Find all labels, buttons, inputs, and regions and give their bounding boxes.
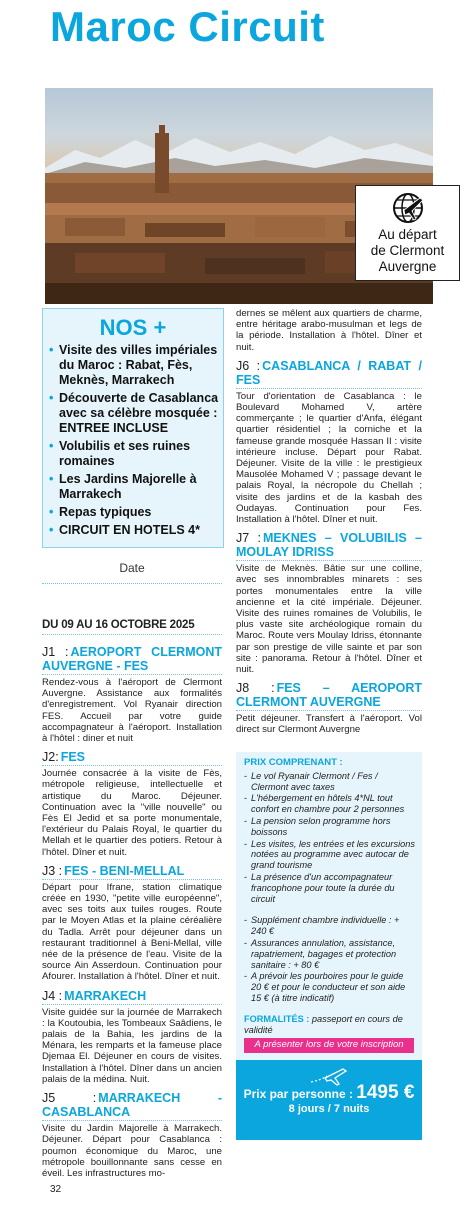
list-item: - La présence d'un accompagnateur francophone pour toute la durée du circuit xyxy=(244,872,416,904)
nos-plus-list xyxy=(43,343,223,538)
price-per-person xyxy=(236,1082,422,1103)
day-text-j3: Départ pour Ifrane, station climatique créée en 1930, "petite ville européenne", avec ses toits aux tuiles rouges. Route par le Moyen Atlas et la plaine céréalière du Tadla. Arrêt pour déjeuner dans un restaurant traditionnel à Beni-Mellal, ville née de la présence de l'eau. Visite de la source Ain Asserdoun. Continuation pour Afourer. Installation à l'hôtel. Dîner et nuit. xyxy=(42,881,222,983)
divider xyxy=(42,634,222,635)
itinerary-column-2 xyxy=(236,306,422,741)
continued-text: dernes se mêlent aux quartiers de charme, entre héritage arabo-musulman et legs de la période. Installation à l'hôtel. Dîner et nuit. xyxy=(236,308,422,353)
badge-line-3: Auvergne xyxy=(378,259,437,274)
day-title: MARRAKECH xyxy=(64,988,147,1003)
day-number: J1 : xyxy=(42,645,69,659)
day-title: AEROPORT CLERMONT AUVERGNE - FES xyxy=(42,645,222,673)
list-item: - Supplément chambre individuelle : + 240 € xyxy=(244,915,416,937)
day-title: MEKNES – VOLUBILIS – MOULAY IDRISS xyxy=(236,531,422,560)
day-number: J7 : xyxy=(236,531,261,546)
badge-line-2: de Clermont xyxy=(370,243,445,258)
day-text-j8: Petit déjeuner. Transfert à l'aéroport. Vol direct sur Clermont Auvergne xyxy=(236,713,422,736)
page-title: Maroc Circuit xyxy=(50,3,325,50)
price-box xyxy=(236,752,422,1140)
formalites xyxy=(244,1014,414,1036)
list-item: • Les Jardins Majorelle à Marrakech xyxy=(49,472,219,502)
day-text-j5: Visite du Jardin Majorelle à Marrakech. Déjeuner. Départ pour Casablanca : poumon économique du Maroc, une métropole bouillonnante sans cesse en éveil. Les infrastructures mo- xyxy=(42,1123,222,1179)
list-item: - Assurances annulation, assistance, rapatriement, bagages et protection sanitaire : + 80 € xyxy=(244,938,416,970)
list-item: • Visite des villes impériales du Maroc : Rabat, Fès, Meknès, Marrakech xyxy=(49,343,219,388)
day-heading-j1 xyxy=(42,644,222,675)
date-label: Date xyxy=(119,561,145,575)
day-number: J8 : xyxy=(236,681,275,696)
day-number: J6 : xyxy=(236,358,261,373)
date-value: DU 09 AU 16 OCTOBRE 2025 xyxy=(42,619,195,631)
day-text-j7: Visite de Meknès. Bâtie sur une colline, avec ses innombrables minarets : ses portes monumentales entre la ville ancienne et la cité impériale. Déjeuner. Visite des ruines romaines de Volubilis, le plus vaste site archéologique romain du Maroc. Route vers Moulay Idriss, étonnante par son prestige de ville sainte et par son site : panorama. Retour à l'hôtel. Dîner et nuit. xyxy=(236,563,422,676)
list-item: • Découverte de Casablanca avec sa célèbre mosquée : ENTREE INCLUSE xyxy=(49,391,219,436)
formalites-label: FORMALITÉS : xyxy=(244,1013,310,1024)
formalites-text: passeport en cours de validité xyxy=(244,1013,403,1035)
duration: 8 jours / 7 nuits xyxy=(288,1102,370,1115)
day-heading-j3 xyxy=(42,863,222,880)
includes-list xyxy=(236,771,422,905)
divider xyxy=(42,583,222,584)
day-number: J3 : xyxy=(42,863,63,878)
day-text-j2: Journée consacrée à la visite de Fès, métropole religieuse, intellectuelle et artistique du Maroc. Déjeuner. Continuation avec la "ville nouvelle" ou Fès El Jedid et sa porte monumentale, l'extérieur du Palais Royal, le quartier du Mellah et le quartier des potiers. Retour à l'hôtel. Dîner et nuit. xyxy=(42,768,222,858)
day-title: CASABLANCA / RABAT / FES xyxy=(236,358,422,387)
nos-plus-heading: NOS + xyxy=(99,315,167,340)
day-heading-j8 xyxy=(236,680,422,711)
list-item: • Volubilis et ses ruines romaines xyxy=(49,439,219,469)
day-number: J2: xyxy=(42,750,59,765)
inscription-banner: A présenter lors de votre inscription xyxy=(244,1038,414,1053)
plane-icon xyxy=(309,1066,349,1086)
day-text-j6: Tour d'orientation de Casablanca : le Boulevard Mohamed V, artère commerçante ; le quartier d'Anfa, élégant quartier résidentiel ; la corniche et la fameuse grande mosquée Hassan II : visite intérieure incluse. Départ pour Rabat. Déjeuner. Visite de la ville : le prestigieux Mausolée Mohamed V ; passage devant le palais Royal, la nécropole du Chellah ; visite des jardins et de la kasbah des Oudayas. Continuation pour Fes. Installation à l'hôtel. Dîner et nuit. xyxy=(236,390,422,526)
day-title: MARRAKECH - CASABLANCA xyxy=(42,1091,222,1120)
list-item: • Repas typiques xyxy=(49,505,219,520)
list-item: - A prévoir les pourboires pour le guide 20 € et pour le conducteur et son aide 15 € (à titre indicatif) xyxy=(244,971,416,1003)
list-item: - La pension selon programme hors boissons xyxy=(244,816,416,838)
day-title: FES - BENI-MELLAL xyxy=(64,863,185,878)
day-heading-j2 xyxy=(42,749,222,766)
itinerary-column-1 xyxy=(42,644,222,1184)
atlas-mountains xyxy=(45,128,433,178)
badge-line-1: Au départ xyxy=(378,227,437,242)
list-item: - Les visites, les entrées et les excursions notées au programme avec autocar de grand tourisme xyxy=(244,839,416,871)
extras-list xyxy=(236,915,422,1003)
departure-badge xyxy=(355,185,460,281)
day-number: J4 : xyxy=(42,988,63,1003)
nos-plus-box xyxy=(42,308,224,548)
page-number: 32 xyxy=(50,1184,62,1195)
day-text-j4: Visite guidée sur la journée de Marrakech : la Koutoubia, les Tombeaux Saâdiens, le palais de la Bahia, les jardins de la Ménara, les remparts et la fameuse place Djemaa El. Déjeuner en cours de visites. Installation à l'hôtel. Dîner dans un ancien palais de la médina. Nuit. xyxy=(42,1006,222,1085)
day-title: FES xyxy=(60,750,85,765)
globe-plane-icon xyxy=(390,190,426,226)
day-heading-j4 xyxy=(42,988,222,1005)
price-value: 1495 € xyxy=(356,1082,415,1103)
list-item: - L'hébergement en hôtels 4*NL tout confort en chambre pour 2 personnes xyxy=(244,793,416,815)
list-item: • CIRCUIT EN HOTELS 4* xyxy=(49,523,219,538)
price-label: Prix par personne : xyxy=(243,1087,353,1101)
price-banner xyxy=(236,1060,422,1140)
day-text-j1: Rendez-vous à l'aéroport de Clermont Auvergne. Assistance aux formalités d'enregistrement. Vol Ryanair direction FES. Accueil par votre guide accompagnateur à l'aéroport. Installation à l'hôtel : diner et nuit xyxy=(42,677,222,745)
prix-heading: PRIX COMPRENANT : xyxy=(244,757,343,768)
marrakech-photo xyxy=(45,88,445,304)
day-heading-j5 xyxy=(42,1090,222,1121)
day-heading-j7 xyxy=(236,530,422,561)
list-item: - Le vol Ryanair Clermont / Fes / Clermont avec taxes xyxy=(244,771,416,793)
day-number: J5 : xyxy=(42,1091,97,1106)
day-heading-j6 xyxy=(236,358,422,389)
day-title: FES – AEROPORT CLERMONT AUVERGNE xyxy=(236,681,422,710)
